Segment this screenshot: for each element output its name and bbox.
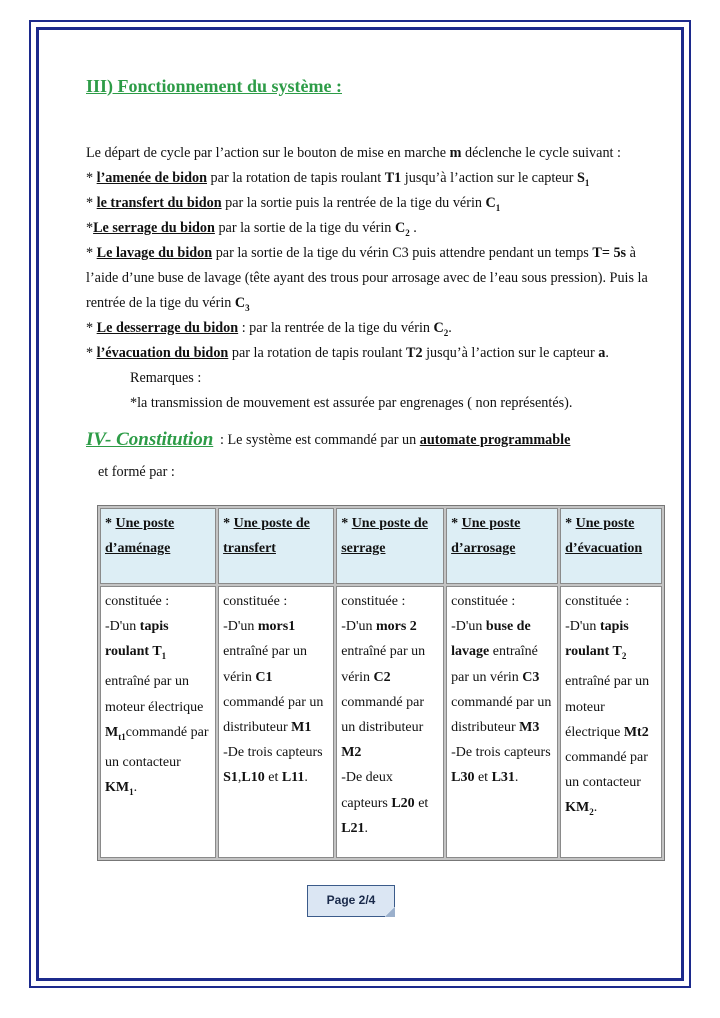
step-evacuation: * l’évacuation du bidon par la rotation de tapis roulant T2 jusqu’à l’action sur le capteur a. <box>86 345 609 361</box>
step-transfert: * le transfert du bidon par la sortie puis la rentrée de la tige du vérin $C_1$ <box>86 195 501 213</box>
table-cell-serrage: constituée : -D'un mors 2 entraîné par un vérin C2 commandé par un distributeur M2 -De deux capteurs L20 et L21. <box>336 586 444 858</box>
step-lavage-line2: l’aide d’une buse de lavage (tête ayant des trous pour arrosage avec de l’eau sous pression). Puis la <box>86 270 648 286</box>
table-header-cell: * Une poste de serrage <box>336 508 444 584</box>
page-number-badge: Page 2/4 <box>307 885 395 917</box>
step-label: l’amenée de bidon <box>96 170 207 186</box>
step-desserrage: * Le desserrage du bidon : par la rentrée de la tige du vérin $C_2$. <box>86 320 452 338</box>
table-cell-transfert: constituée : -D'un mors1 entraîné par un vérin C1 commandé par un distributeur M1 -De trois capteurs S1,L10 et L11. <box>218 586 334 858</box>
table-header-cell: * Une poste d’évacuation <box>560 508 662 584</box>
step-amenee: * l’amenée de bidon par la rotation de tapis roulant T1 jusqu’à l’action sur le capteur $S_1$ <box>86 170 590 188</box>
remarks-text: *la transmission de mouvement est assurée par engrenages ( non représentés). <box>130 395 573 411</box>
step-lavage-line3: rentrée de la tige du vérin $C_3$ <box>86 295 250 313</box>
remarks-title: Remarques : <box>130 370 202 386</box>
table-cell-evacuation: constituée : -D'un tapis roulant $T_2$ entraîné par un moteur électrique Mt2 commandé par un contacteur $KM_2$. <box>560 586 662 858</box>
table-header-row <box>100 508 662 584</box>
section-4-title: IV- Constitution <box>86 429 214 450</box>
step-lavage: * Le lavage du bidon par la sortie de la tige du vérin C3 puis attendre pendant un temps T= 5s à <box>86 245 636 261</box>
table-header-cell: * Une poste d’arrosage <box>446 508 558 584</box>
section-4-line2: et formé par : <box>98 464 175 480</box>
stations-table <box>97 505 665 861</box>
step-serrage: *Le serrage du bidon par la sortie de la tige du vérin $C_2$ . <box>86 220 417 238</box>
table-row <box>100 586 662 858</box>
table-cell-amenage: constituée : -D'un tapis roulant $T_1$ entraîné par un moteur électrique $M_{t1}commandé$ par un contacteur $KM_1$. <box>100 586 216 858</box>
section-3-title: III) Fonctionnement du système : <box>86 76 342 96</box>
section-4-intro: : Le système est commandé par un automate programmable <box>220 432 571 448</box>
table-header-cell: * Une poste de transfert <box>218 508 334 584</box>
intro-paragraph: Le départ de cycle par l’action sur le bouton de mise en marche m déclenche le cycle suivant : <box>86 145 621 161</box>
table-cell-arrosage: constituée : -D'un buse de lavage entraîné par un vérin C3 commandé par un distributeur M3 -De trois capteurs L30 et L31. <box>446 586 558 858</box>
table-header-cell: * Une poste d’aménage <box>100 508 216 584</box>
